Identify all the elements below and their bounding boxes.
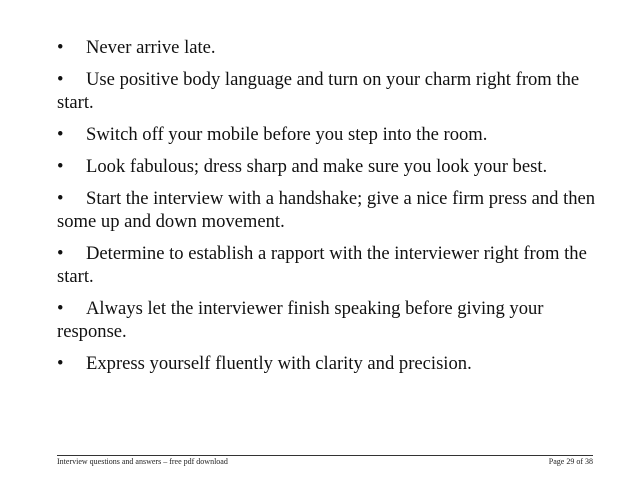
list-item-text: Start the interview with a handshake; give a nice firm press and then some up and down movement.: [57, 188, 596, 232]
list-item: [57, 123, 617, 146]
list-item: [57, 297, 617, 343]
bullet-list: [57, 36, 617, 384]
page-footer: [57, 455, 593, 466]
list-item: [57, 155, 617, 178]
bullet-icon: •: [57, 298, 64, 319]
list-item-text: Determine to establish a rapport with the interviewer right from the start.: [57, 243, 587, 287]
list-item: [57, 352, 617, 375]
bullet-icon: •: [57, 124, 64, 145]
bullet-icon: •: [57, 37, 64, 58]
page-number: Page 29 of 38: [548, 457, 593, 466]
footer-left-text: Interview questions and answers – free pdf download: [57, 457, 228, 466]
list-item-text: Look fabulous; dress sharp and make sure you look your best.: [86, 156, 548, 177]
list-item-text: Express yourself fluently with clarity and precision.: [86, 353, 472, 374]
list-item: [57, 242, 617, 288]
list-item: [57, 187, 617, 233]
list-item-text: Always let the interviewer finish speaking before giving your response.: [57, 298, 544, 342]
list-item: [57, 36, 617, 59]
bullet-icon: •: [57, 69, 64, 90]
list-item-text: Use positive body language and turn on your charm right from the start.: [57, 69, 580, 113]
bullet-icon: •: [57, 243, 64, 264]
list-item-text: Switch off your mobile before you step into the room.: [86, 124, 488, 145]
bullet-icon: •: [57, 353, 64, 374]
list-item: [57, 68, 617, 114]
bullet-icon: •: [57, 188, 64, 209]
bullet-icon: •: [57, 156, 64, 177]
list-item-text: Never arrive late.: [86, 37, 216, 58]
